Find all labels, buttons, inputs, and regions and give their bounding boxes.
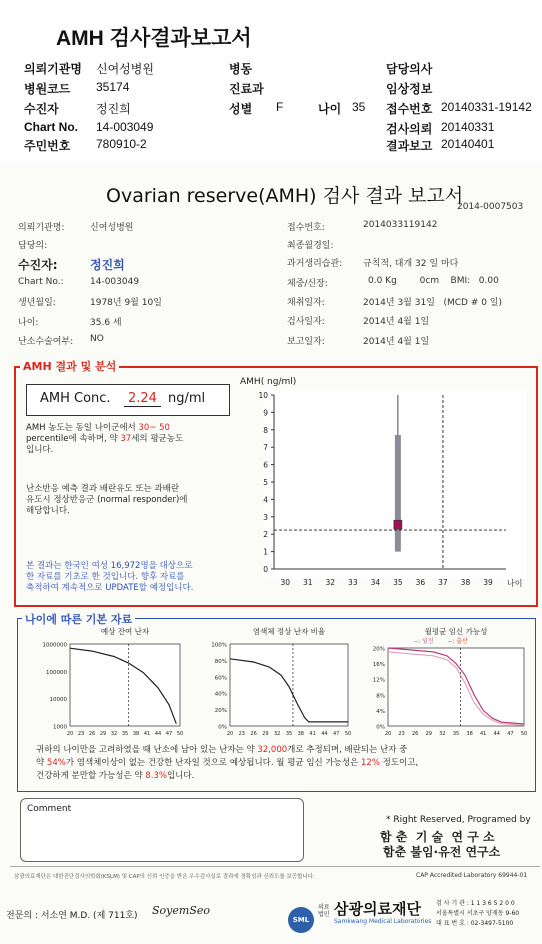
header-key: 검사의뢰 — [386, 122, 433, 136]
developer-2: 함춘 불임·유전 연구소 — [383, 845, 501, 859]
x-tick-label: 29 — [99, 731, 107, 737]
contact-line: 대 표 번 호 : 02-3497-5100 — [436, 920, 514, 927]
comment-label: Comment — [27, 804, 72, 814]
y-tick-label: 2 — [263, 530, 268, 540]
info-key: 접수번호: — [287, 223, 325, 233]
equivalent-age: 37 — [120, 434, 132, 444]
x-tick-label: 20 — [66, 731, 74, 737]
pregnancy-rate: 12% — [361, 758, 380, 768]
x-tick-label: 20 — [384, 731, 392, 737]
header-key: 담당의사 — [386, 62, 433, 76]
info-key: 담당의: — [18, 241, 48, 251]
text: 입니다. — [26, 445, 54, 455]
y-tick-label: 100% — [211, 642, 227, 649]
x-tick-label: 38 — [460, 578, 471, 587]
patient-value-marker — [394, 520, 402, 529]
info-key: 체중/신장: — [287, 279, 328, 289]
y-tick-label: 8% — [376, 693, 385, 700]
info-value: 2014년 4월 1일 — [363, 337, 430, 347]
text: 유도시 정상반응군 (normal responder)에 — [26, 495, 188, 505]
info-value: NO — [90, 334, 104, 344]
y-tick-label: 80% — [214, 658, 227, 665]
x-tick-label: 47 — [333, 731, 340, 737]
text: percentile에 속하며, 약 — [26, 434, 121, 444]
header-key: 수진자 — [24, 102, 59, 116]
y-tick-label: 0 — [263, 565, 268, 574]
org-logo-icon: SML — [288, 907, 314, 933]
header-value: 14-003049 — [96, 120, 154, 134]
info-key: 채취일자: — [287, 298, 325, 308]
text: 난소반응 예측 결과 배란유도 또는 과배란 — [26, 484, 180, 494]
x-tick-label: 41 — [309, 731, 316, 737]
header-value: 정진희 — [96, 102, 131, 116]
patient-name: 정진희 — [90, 258, 125, 272]
info-key: Chart No.: — [18, 277, 64, 287]
x-tick-label: 26 — [412, 731, 419, 737]
y-tick-label: 12% — [372, 677, 385, 684]
cap-label: CAP Accredited Laboratory 69944-01 — [416, 872, 528, 879]
info-key: 과거생리습관: — [287, 259, 343, 269]
summary-line — [36, 757, 536, 770]
header-key: 진료과 — [229, 82, 264, 96]
y-tick-label: 40% — [214, 691, 227, 698]
x-tick-label: 30 — [280, 578, 291, 587]
y-tick-label: 1000 — [53, 724, 67, 731]
x-tick-label: 50 — [176, 731, 184, 737]
amh-section-title: AMH 결과 및 분석 — [20, 358, 119, 374]
signer: 전문의 : 서소연 M.D. (제 711호) — [6, 911, 138, 921]
x-tick-label: 32 — [274, 731, 281, 737]
text: 본 결과는 한국인 여성 16,972명을 대상으로 — [26, 561, 193, 571]
x-tick-label: 50 — [520, 731, 528, 737]
mini-chart-title: 예상 잔여 난자 — [100, 627, 150, 636]
info-key: 의뢰기관명: — [18, 223, 65, 233]
x-tick-label: 36 — [415, 578, 426, 587]
info-key: 난소수술여부: — [18, 337, 74, 347]
x-tick-label: 37 — [438, 578, 448, 587]
info-key: 수진자: — [18, 258, 58, 272]
x-tick-label: 20 — [226, 731, 234, 737]
x-tick-label: 35 — [285, 731, 293, 737]
header-value: 20140401 — [441, 137, 495, 151]
info-key: 검사일자: — [287, 317, 325, 327]
y-tick-label: 10000 — [49, 697, 67, 704]
percentile-range: 30~ 50 — [138, 423, 170, 433]
plot-area — [388, 648, 524, 726]
x-tick-label: 47 — [507, 731, 514, 737]
x-tick-label: 23 — [238, 731, 245, 737]
header-key: Chart No. — [24, 120, 78, 134]
y-tick-label: 5 — [263, 478, 268, 487]
normal-chromosome-chart — [200, 624, 358, 740]
x-tick-label: 38 — [132, 731, 140, 737]
x-tick-label: 41 — [480, 731, 487, 737]
header-key: 병동 — [229, 62, 253, 76]
signature: SoyemSeo — [152, 904, 210, 917]
header-value: 35174 — [96, 80, 130, 94]
header-value: 신여성병원 — [96, 62, 154, 76]
y-tick-label: 6 — [263, 460, 268, 470]
developer-1: 함 춘 기 술 연 구 소 — [380, 830, 495, 844]
x-tick-label: 35 — [452, 731, 460, 737]
contact-line: 검 사 기 관 : 1 1 3 6 5 2 0 0 — [436, 900, 515, 907]
info-value: 35.6 세 — [90, 318, 122, 328]
amh-box-chart — [234, 371, 534, 601]
x-tick-label: 32 — [439, 731, 446, 737]
normal-rate: 54% — [46, 758, 66, 768]
rights-text: * Right Reserved, Programed by — [386, 815, 531, 825]
amh-note — [26, 561, 240, 594]
x-tick-label: 38 — [297, 731, 304, 737]
text: 해당합니다. — [26, 506, 70, 516]
header-key: 접수번호 — [386, 102, 433, 116]
x-tick-label: 44 — [321, 731, 328, 737]
header-key: 주민번호 — [24, 139, 71, 153]
y-tick-label: 1 — [263, 547, 268, 557]
plot-area — [230, 644, 348, 726]
age-summary — [36, 744, 536, 783]
y-tick-label: 4 — [263, 495, 268, 505]
chart-title: AMH( ng/ml) — [240, 377, 297, 387]
footer-divider — [10, 866, 540, 867]
org-small: 의료법인 — [318, 904, 330, 918]
header-value: F — [276, 100, 284, 114]
oocyte-count-chart — [30, 624, 194, 740]
document-number: 2014-0007503 — [457, 202, 524, 212]
x-tick-label: 23 — [398, 731, 405, 737]
org-name: 삼광의료재단 — [334, 900, 421, 918]
info-value: 2014033119142 — [363, 220, 438, 230]
header-value: 35 — [352, 100, 366, 114]
x-tick-label: 29 — [262, 731, 269, 737]
birth-rate: 8.3% — [145, 771, 167, 781]
y-tick-label: 1000000 — [42, 642, 67, 649]
x-tick-label: 26 — [250, 731, 257, 737]
header-key: 나이 — [318, 102, 342, 116]
mini-chart-title: 염색체 정상 난자 비율 — [252, 627, 326, 636]
text: 한 자료를 기초로 한 것입니다. 향후 자료를 — [26, 572, 185, 582]
x-tick-label: 44 — [493, 731, 500, 737]
amh-conc-value: 2.24 — [124, 391, 161, 407]
header-value: 20140331 — [441, 120, 495, 134]
y-tick-label: 0% — [218, 724, 227, 731]
amh-conc-unit: ng/ml — [168, 391, 206, 406]
legend-pregnancy: --: 임신 — [414, 638, 434, 645]
y-tick-label: 10 — [258, 391, 268, 400]
age-range-bar — [395, 435, 401, 552]
x-tick-label: 23 — [77, 731, 85, 737]
x-tick-label: 39 — [483, 578, 493, 587]
text: 입니다. — [166, 771, 195, 781]
y-tick-label: 7 — [263, 443, 268, 453]
pregnancy-rate-chart — [362, 624, 532, 740]
info-value: 14-003049 — [90, 277, 140, 287]
x-tick-label: 35 — [393, 578, 403, 587]
header-key: 결과보고 — [386, 139, 433, 153]
footer-note: 삼광의료재단은 대한진단검사의학회(KSLM) 및 CAP의 신뢰 인증을 받은 우수검사실로 결과에 정확성과 신뢰도를 보증합니다. — [14, 874, 315, 880]
contact-line: 서울특별시 서초구 양재동 9-60 — [436, 910, 520, 917]
header-key: 의뢰기관명 — [24, 62, 82, 76]
info-value: 2014년 3월 31일 (MCD # 0 일) — [363, 298, 503, 308]
info-value: 1978년 9월 10일 — [90, 298, 162, 308]
x-tick-label: 50 — [344, 731, 352, 737]
info-key: 생년월일: — [18, 298, 56, 308]
info-value: 신여성병원 — [90, 223, 134, 233]
y-tick-label: 0% — [376, 724, 385, 731]
header-value: 780910-2 — [96, 137, 147, 151]
report-title: Ovarian reserve(AMH) 검사 결과 보고서 — [106, 185, 464, 207]
header-value: 20140331-19142 — [441, 100, 532, 114]
text: 건강하게 분만할 가능성은 약 — [36, 771, 146, 781]
info-key: 보고일자: — [287, 337, 325, 347]
x-axis-label: 나이 — [507, 579, 523, 588]
x-tick-label: 33 — [348, 578, 358, 587]
x-tick-label: 31 — [303, 578, 313, 587]
y-tick-label: 3 — [263, 512, 268, 522]
text: AMH 농도는 동일 나이군에서 — [26, 423, 139, 433]
x-tick-label: 29 — [425, 731, 432, 737]
amh-conc-label: AMH Conc. — [40, 391, 111, 406]
text: 귀하의 나이만을 고려하였을 때 난소에 남아 있는 난자는 약 — [36, 745, 258, 755]
y-tick-label: 60% — [214, 675, 227, 682]
amh-response-text — [26, 484, 240, 517]
mini-chart-title: 월평균 임신 가능성 — [424, 627, 488, 636]
text: 정도이고, — [379, 758, 419, 768]
x-tick-label: 44 — [154, 731, 162, 737]
amh-percentile-text — [26, 423, 240, 456]
summary-line — [36, 744, 536, 757]
x-tick-label: 41 — [143, 731, 151, 737]
legend-birth: --: 출산 — [448, 638, 468, 645]
info-value: 2014년 4월 1일 — [363, 317, 430, 327]
text: 가 염색체이상이 없는 건강한 난자일 것으로 예상됩니다. 월 평균 임신 가능성은 — [65, 758, 362, 768]
x-tick-label: 38 — [466, 731, 473, 737]
y-tick-label: 4% — [376, 708, 385, 715]
text: 약 — [36, 758, 47, 768]
org-english: Samkwang Medical Laboratories — [334, 918, 432, 925]
x-tick-label: 35 — [121, 731, 129, 737]
age-section-title: 나이에 따른 기본 자료 — [22, 611, 135, 627]
text: 개로 추정되며, 배란되는 난자 중 — [287, 745, 408, 755]
y-tick-label: 100000 — [46, 669, 67, 676]
x-tick-label: 26 — [88, 731, 96, 737]
x-tick-label: 32 — [110, 731, 118, 737]
info-value: 0.0 Kg 0cm BMI: 0.00 — [368, 276, 499, 286]
y-tick-label: 20% — [214, 708, 227, 715]
text: 축적하여 계속적으로 UPDATE할 예정입니다. — [26, 583, 194, 593]
plot-area — [70, 644, 180, 726]
info-key: 나이: — [18, 318, 39, 328]
x-tick-label: 34 — [370, 578, 381, 587]
info-value: 규칙적, 대개 32 일 마다 — [363, 259, 459, 269]
oocyte-count: 32,000 — [257, 745, 288, 755]
info-key: 최종월경일: — [287, 241, 334, 251]
y-tick-label: 9 — [263, 408, 268, 418]
header-key: 성별 — [229, 102, 253, 116]
header-key: 임상정보 — [386, 82, 433, 96]
header-key: 병원코드 — [24, 82, 71, 96]
x-tick-label: 47 — [165, 731, 173, 737]
x-tick-label: 32 — [325, 578, 336, 587]
summary-line — [36, 770, 536, 783]
y-tick-label: 8 — [263, 425, 268, 435]
header-title: AMH 검사결과보고서 — [56, 27, 252, 50]
y-tick-label: 16% — [372, 662, 385, 669]
y-tick-label: 20% — [372, 646, 385, 653]
text: 세의 평균농도 — [131, 434, 184, 444]
